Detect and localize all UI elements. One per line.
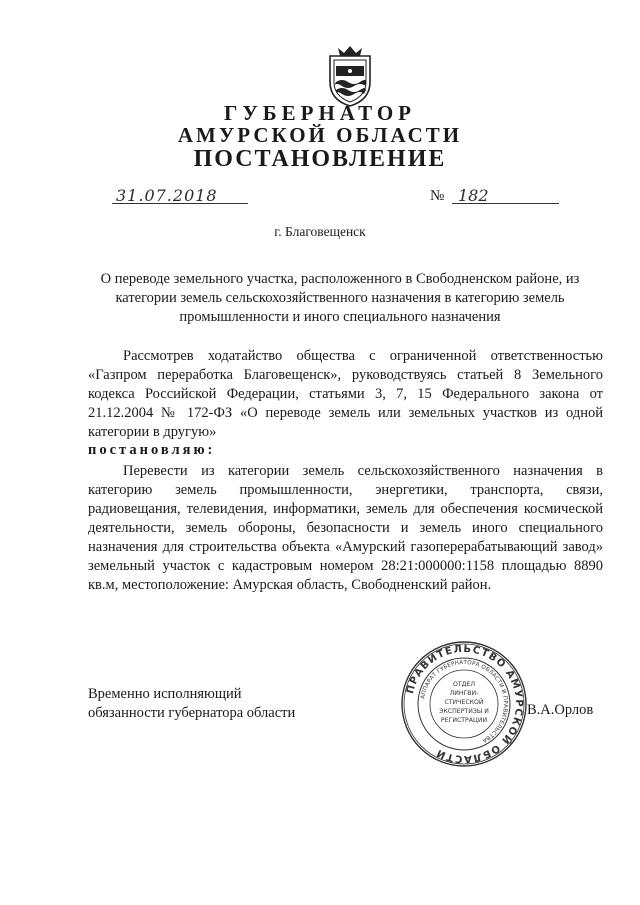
svg-text:ЛИНГВИ-: ЛИНГВИ- — [449, 690, 479, 697]
svg-text:АППАРАТ ГУБЕРНАТОРА ОБЛАСТИ И: АППАРАТ ГУБЕРНАТОРА ОБЛАСТИ И ПРАВИТЕЛЬСТВА — [420, 659, 509, 744]
decision-paragraph: Перевести из категории земель сельскохозяйственного назначения в категорию земель промышленности, энергетики, транспорта, связи, радиовещания, телевидения, информатики, земель для обеспечения космической деятельности, земель обороны, безопасности и земель иного специального назначения для строительства объекта «Амурский газоперерабатывающий завод» земельный участок с кадастровым номером 28:21:000000:1158 площадью 8890 кв.м, местоположение: Амурская область, Свободненский район. — [88, 463, 603, 593]
document-number: 182 — [458, 186, 489, 205]
svg-text:ЭКСПЕРТИЗЫ И: ЭКСПЕРТИЗЫ И — [439, 708, 489, 715]
svg-text:ПРАВИТЕЛЬСТВО АМУРСКОЙ ОБЛАСТИ: ПРАВИТЕЛЬСТВО АМУРСКОЙ ОБЛАСТИ — [405, 643, 525, 765]
document-type: ПОСТАНОВЛЕНИЕ — [193, 146, 447, 172]
signatory-position-line1: Временно исполняющий — [88, 686, 242, 702]
official-stamp — [400, 640, 528, 768]
issuer-region: АМУРСКОЙ ОБЛАСТИ — [177, 123, 463, 147]
city-label: г. Благовещенск — [274, 224, 366, 239]
signatory-position-line2: обязанности губернатора области — [88, 705, 296, 721]
document-date: 31.07.2018 — [116, 186, 218, 205]
svg-text:РЕГИСТРАЦИИ: РЕГИСТРАЦИИ — [440, 717, 488, 724]
number-sign: № — [430, 188, 445, 204]
svg-text:ОТДЕЛ: ОТДЕЛ — [452, 681, 476, 688]
preamble-paragraph: Рассмотрев ходатайство общества с ограниченной ответственностью «Газпром переработка Благовещенск», руководствуясь статьей 8 Земельного кодекса Российской Федерации, статьями 3, 7, 15 Федерального закона от 21.12.2004 № 172-ФЗ «О переводе земель или земельных участков из одной категории в другую» — [88, 348, 603, 440]
signatory-name: В.А.Орлов — [527, 702, 594, 718]
issuer-title: ГУБЕРНАТОР — [223, 101, 417, 125]
svg-text:СТИЧЕСКОЙ: СТИЧЕСКОЙ — [444, 699, 484, 706]
document-subject: О переводе земельного участка, расположенного в Свободненском районе, из категории земель сельскохозяйственного назначения в категорию земель промышленности и иного специального назначения — [100, 271, 580, 325]
decree-word: постановляю: — [88, 442, 216, 458]
coat-of-arms-icon — [322, 42, 378, 110]
